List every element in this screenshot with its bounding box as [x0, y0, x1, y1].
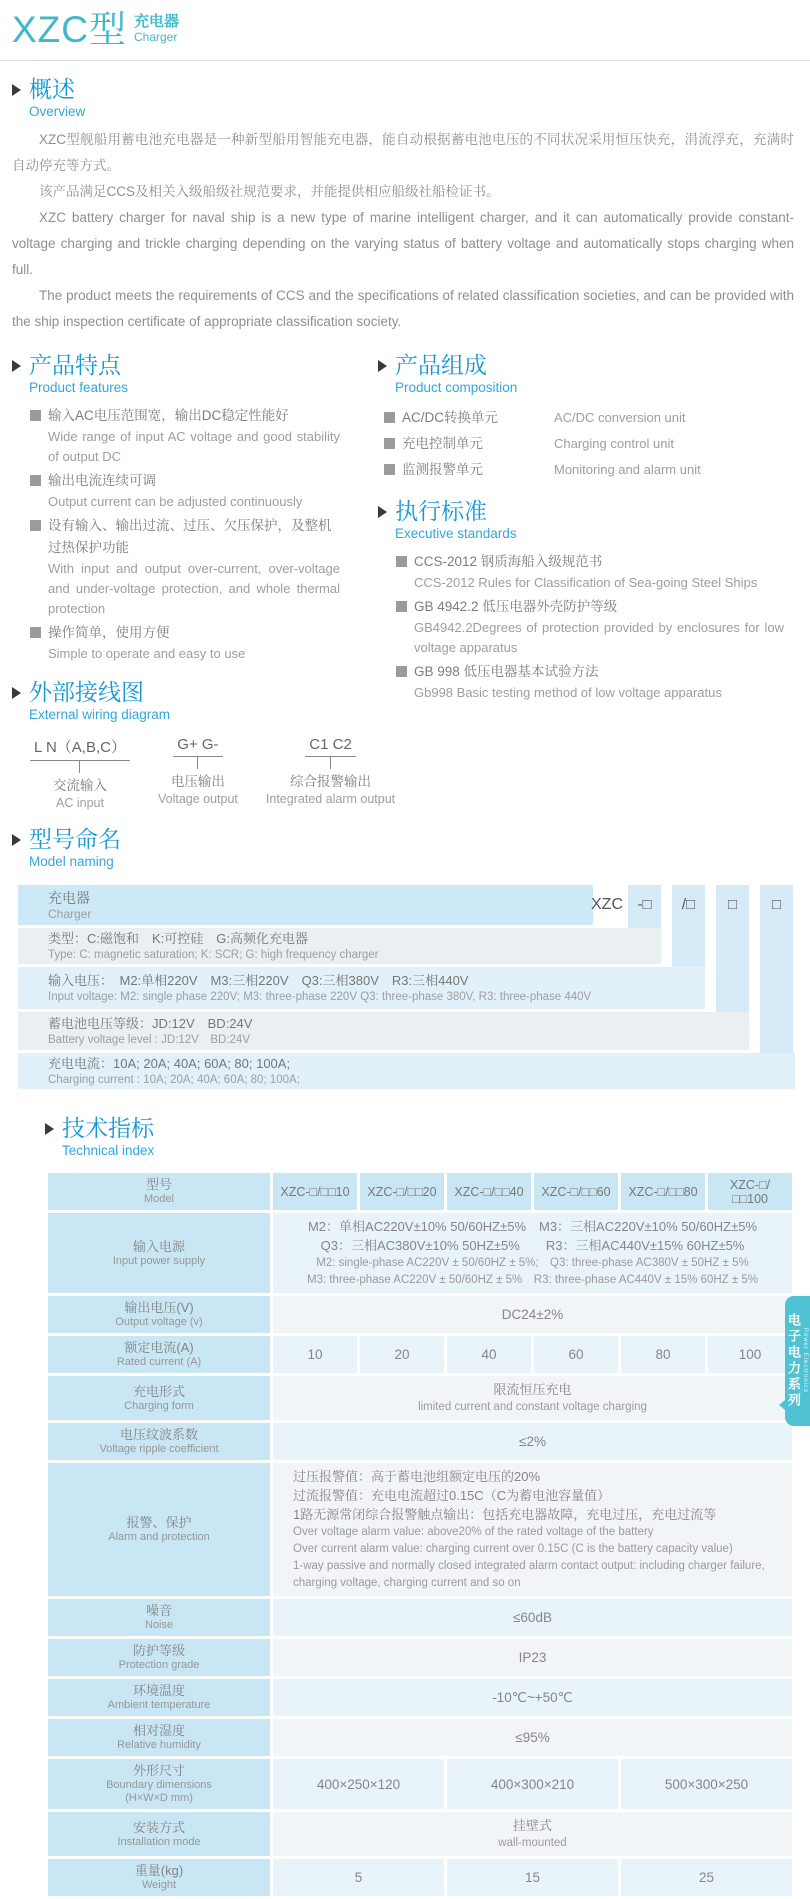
wiring-group-ac-input [30, 736, 130, 811]
value-cell: 15 [447, 1859, 618, 1896]
naming-row-battery-voltage [18, 1012, 749, 1050]
wiring-label-zh: 交流输入 [52, 778, 107, 793]
header-divider [0, 60, 810, 61]
model-header-cell: XZC-□/□□100 [708, 1173, 792, 1210]
standard-zh: CCS-2012 钢质海船入级规范书 [414, 554, 603, 569]
section-title-en: External wiring diagram [29, 707, 171, 722]
section-title-zh: 技术指标 [62, 1115, 154, 1141]
series-tab-label-zh: 电子电力系列 [786, 1313, 801, 1409]
wiring-label-zh: 电压输出 [170, 774, 225, 789]
square-bullet-icon [30, 627, 41, 638]
section-title-en: Product composition [395, 380, 518, 395]
value-cell: 20 [360, 1336, 444, 1373]
list-item [396, 661, 784, 703]
row-label-cell: 噪音 Noise [48, 1599, 270, 1636]
feature-en: With input and output over-current, over-voltage and under-voltage protection, and whole thermal protection [48, 561, 340, 616]
table-row-protection-grade [48, 1639, 792, 1676]
section-title-zh: 执行标准 [395, 498, 487, 524]
section-title-zh: 产品组成 [395, 352, 487, 378]
product-name-en: Charger [134, 30, 178, 44]
feature-zh: 输出电流连续可调 [48, 473, 156, 488]
wiring-label-en: AC input [56, 796, 104, 810]
section-marker-icon [12, 834, 21, 846]
standard-en: GB4942.2Degrees of protection provided by enclosures for low voltage apparatus [414, 620, 784, 655]
section-wiring-head [12, 679, 352, 724]
section-marker-icon [378, 360, 387, 372]
naming-row-en: Battery voltage level : JD:12V BD:24V [48, 1033, 250, 1046]
features-list [30, 405, 340, 664]
standard-zh: GB 998 低压电器基本试验方法 [414, 664, 599, 679]
page-title [0, 0, 810, 50]
list-item [384, 405, 796, 431]
terminal-labels: C1 C2 [305, 736, 356, 757]
list-item [30, 515, 340, 619]
section-title-zh: 外部接线图 [29, 679, 144, 705]
model-code-box: -□ [637, 896, 652, 913]
square-bullet-icon [396, 556, 407, 567]
model-code-box: /□ [681, 896, 696, 913]
value-cell: 80 [621, 1336, 705, 1373]
section-marker-icon [378, 506, 387, 518]
feature-zh: 操作简单，使用方便 [48, 625, 170, 640]
naming-product-en: Charger [48, 906, 92, 921]
value-cell: ≤60dB [273, 1599, 792, 1636]
terminal-labels: L N（A,B,C） [30, 736, 130, 761]
standard-en: Gb998 Basic testing method of low voltage apparatus [414, 685, 722, 700]
series-tab-label-en: Power Electronics [802, 1328, 808, 1394]
section-marker-icon [12, 687, 21, 699]
section-title-zh: 型号命名 [29, 826, 121, 852]
naming-row-en: Type: C: magnetic saturation; K: SCR; G: high frequency charger [48, 948, 379, 961]
list-item [396, 551, 784, 593]
row-label-cell: 外形尺寸 Boundary dimensions (H×W×D mm) [48, 1759, 270, 1809]
value-cell: 限流恒压充电 limited current and constant voltage charging [273, 1376, 792, 1420]
naming-row-zh: 类型：C:磁饱和 K:可控硅 G:高频化充电器 [48, 930, 309, 946]
value-cell: -10℃~+50℃ [273, 1679, 792, 1716]
table-row-noise [48, 1599, 792, 1636]
value-cell: 过压报警值：高于蓄电池组额定电压的20% 过流报警值：充电电流超过0.15C（C为蓄电池容量值） 1路无源常闭综合报警触点输出：包括充电器故障，充电过压，充电过流等 Over voltage alarm value: above20% of the rated voltage of the battery Over current alarm value: charging current over 0.15C (C is the battery capacity value) 1-way passive and normally closed integrated alarm contact output: including charger failure, charging voltage, charging current and so on [273, 1463, 792, 1596]
naming-row-en: Charging current : 10A; 20A; 40A; 60A; 80; 100A; [48, 1073, 300, 1086]
section-marker-icon [45, 1123, 54, 1135]
feature-en: Simple to operate and easy to use [48, 646, 246, 661]
list-item [30, 405, 340, 467]
table-row-charging-form [48, 1376, 792, 1420]
naming-product-zh: 充电器 [48, 889, 90, 906]
value-cell: M2：单相AC220V±10% 50/60HZ±5% M3：三相AC220V±10% 50/60HZ±5% Q3：三相AC380V±10% 50HZ±5% R3：三相AC440V±15% 60HZ±5% M2: single-phase AC220V ± 50/60HZ ± 5%; Q3: three-phase AC380V ± 50HZ ± 5% M3: three-phase AC220V ± 50/60HZ ± 5% R3: three-phase AC440V ± 15% 60HZ ± 5% [273, 1213, 792, 1293]
value-cell: 400×250×120 [273, 1759, 444, 1809]
connector-line [79, 761, 80, 773]
naming-row-type [18, 928, 661, 964]
product-model-title: XZC型 [12, 9, 127, 50]
naming-row-zh: 蓄电池电压等级：JD:12V BD:24V [48, 1015, 253, 1031]
product-title-sub [134, 13, 179, 45]
value-cell: 10 [273, 1336, 357, 1373]
value-cell: 500×300×250 [621, 1759, 792, 1809]
row-label-cell: 重量(kg) Weight [48, 1859, 270, 1896]
table-row-ripple [48, 1423, 792, 1460]
section-marker-icon [12, 360, 21, 372]
value-cell: ≤2% [273, 1423, 792, 1460]
wiring-label-en: Integrated alarm output [265, 792, 396, 806]
naming-row-en: Input voltage: M2: single phase 220V; M3: three-phase 220V Q3: three-phase 380V, R3: three-phase 440V [48, 990, 592, 1003]
row-label-cell: 充电形式 Charging form [48, 1376, 270, 1420]
overview-paragraph: XZC型舰船用蓄电池充电器是一种新型船用智能充电器，能自动根据蓄电池电压的不同状况采用恒压快充，涓流浮充，充满时自动停充等方式。 [12, 132, 794, 173]
model-header-cell: XZC-□/□□80 [621, 1173, 705, 1210]
list-item [384, 431, 796, 457]
square-bullet-icon [30, 520, 41, 531]
wiring-group-voltage-output [158, 736, 238, 811]
connector-line [330, 757, 331, 769]
table-row-installation [48, 1812, 792, 1856]
naming-row-charging-current [18, 1053, 795, 1089]
overview-paragraph: XZC battery charger for naval ship is a new type of marine intelligent charger, and it can automatically provide constant-voltage charging and trickle charging depending on the varying status of battery voltage and automatically stops charging when full. [12, 210, 794, 277]
composition-en: Monitoring and alarm unit [554, 462, 701, 477]
section-title-en: Overview [29, 104, 86, 119]
value-cell: 5 [273, 1859, 444, 1896]
model-header-cell: XZC-□/□□10 [273, 1173, 357, 1210]
left-column [0, 337, 396, 811]
model-code-box: □ [727, 896, 738, 913]
technical-index-table [45, 1170, 795, 1899]
section-title-en: Technical index [62, 1143, 155, 1158]
product-name-zh: 充电器 [134, 13, 180, 30]
composition-zh: 充电控制单元 [402, 436, 483, 451]
value-cell: 挂壁式 wall-mounted [273, 1812, 792, 1856]
feature-en: Output current can be adjusted continuously [48, 494, 303, 509]
value-cell: 100 [708, 1336, 792, 1373]
series-side-tab [785, 1296, 810, 1426]
section-overview-titles [29, 76, 85, 121]
standards-list [396, 551, 784, 703]
connector-line [197, 757, 198, 769]
section-title-en: Product features [29, 380, 129, 395]
row-label-cell: 防护等级 Protection grade [48, 1639, 270, 1676]
terminal-labels: G+ G- [173, 736, 222, 757]
table-row-alarm [48, 1463, 792, 1596]
two-column-area [0, 337, 796, 811]
standard-zh: GB 4942.2 低压电器外壳防护等级 [414, 599, 618, 614]
table-row-ambient-temperature [48, 1679, 792, 1716]
section-title-zh: 产品特点 [29, 352, 121, 378]
table-row-dimensions [48, 1759, 792, 1809]
section-tech-head [45, 1115, 810, 1160]
square-bullet-icon [30, 475, 41, 486]
overview-body [12, 127, 794, 335]
naming-row-zh: 输入电压： M2:单相220V M3:三相220V Q3:三相380V R3:三相440V [48, 972, 469, 988]
table-row-output-voltage [48, 1296, 792, 1333]
row-label-cell: 电压纹波系数 Voltage ripple coefficient [48, 1423, 270, 1460]
feature-en: Wide range of input AC voltage and good stability of output DC [48, 429, 340, 464]
naming-row-product [18, 885, 593, 925]
model-naming-diagram [18, 885, 795, 1089]
right-column [366, 337, 796, 811]
value-cell: 60 [534, 1336, 618, 1373]
square-bullet-icon [384, 412, 395, 423]
section-overview-head [12, 76, 810, 121]
square-bullet-icon [384, 464, 395, 475]
section-standards-head [378, 498, 796, 543]
row-label-cell: 额定电流(A) Rated current (A) [48, 1336, 270, 1373]
model-header-cell: XZC-□/□□40 [447, 1173, 531, 1210]
row-label-cell: 相对湿度 Relative humidity [48, 1719, 270, 1756]
composition-en: AC/DC conversion unit [554, 410, 686, 425]
value-cell: DC24±2% [273, 1296, 792, 1333]
value-cell: IP23 [273, 1639, 792, 1676]
value-cell: 400×300×210 [447, 1759, 618, 1809]
standard-en: CCS-2012 Rules for Classification of Sea-going Steel Ships [414, 575, 758, 590]
composition-list [384, 405, 796, 483]
row-label-cell: 输出电压(V) Output voltage (v) [48, 1296, 270, 1333]
wiring-diagram [30, 736, 396, 811]
row-label-cell: 输入电源 Input power supply [48, 1213, 270, 1293]
square-bullet-icon [30, 410, 41, 421]
overview-paragraph: 该产品满足CCS及相关入级船级社规范要求，并能提供相应船级社船检证书。 [39, 184, 500, 199]
naming-row-zh: 充电电流：10A; 20A; 40A; 60A; 80; 100A; [48, 1055, 291, 1071]
list-item [384, 457, 796, 483]
composition-zh: AC/DC转换单元 [402, 410, 499, 425]
section-title-en: Model naming [29, 854, 114, 869]
row-label-cell: 型号 Model [48, 1173, 270, 1210]
table-row-input-power [48, 1213, 792, 1293]
table-row-relative-humidity [48, 1719, 792, 1756]
row-label-cell: 报警、保护 Alarm and protection [48, 1463, 270, 1596]
list-item [30, 470, 340, 512]
table-row-weight [48, 1859, 792, 1896]
model-code-box: □ [771, 896, 782, 913]
list-item [396, 596, 784, 658]
section-marker-icon [12, 84, 21, 96]
model-code-prefix: XZC [591, 896, 623, 913]
section-features-head [12, 352, 352, 397]
square-bullet-icon [396, 601, 407, 612]
table-row-rated-current [48, 1336, 792, 1373]
model-header-cell: XZC-□/□□60 [534, 1173, 618, 1210]
wiring-label-en: Voltage output [157, 792, 238, 806]
table-row-model [48, 1173, 792, 1210]
value-cell: ≤95% [273, 1719, 792, 1756]
row-label-cell: 安装方式 Installation mode [48, 1812, 270, 1856]
overview-paragraph: The product meets the requirements of CCS and the specifications of related classification societies, and can be provided with the ship inspection certificate of appropriate classification society. [12, 288, 794, 329]
square-bullet-icon [384, 438, 395, 449]
square-bullet-icon [396, 666, 407, 677]
composition-en: Charging control unit [554, 436, 674, 451]
section-title-zh: 概述 [29, 76, 75, 102]
feature-zh: 设有输入、输出过流、过压、欠压保护，及整机过热保护功能 [48, 518, 332, 555]
value-cell: 40 [447, 1336, 531, 1373]
section-composition-head [378, 352, 796, 397]
model-header-cell: XZC-□/□□20 [360, 1173, 444, 1210]
feature-zh: 输入AC电压范围宽，输出DC稳定性能好 [48, 408, 289, 423]
naming-row-input-voltage [18, 967, 705, 1009]
wiring-label-zh: 综合报警输出 [290, 774, 372, 789]
composition-zh: 监测报警单元 [402, 462, 483, 477]
list-item [30, 622, 340, 664]
row-label-cell: 环境温度 Ambient temperature [48, 1679, 270, 1716]
section-naming-head [12, 826, 810, 871]
section-title-en: Executive standards [395, 526, 517, 541]
value-cell: 25 [621, 1859, 792, 1896]
